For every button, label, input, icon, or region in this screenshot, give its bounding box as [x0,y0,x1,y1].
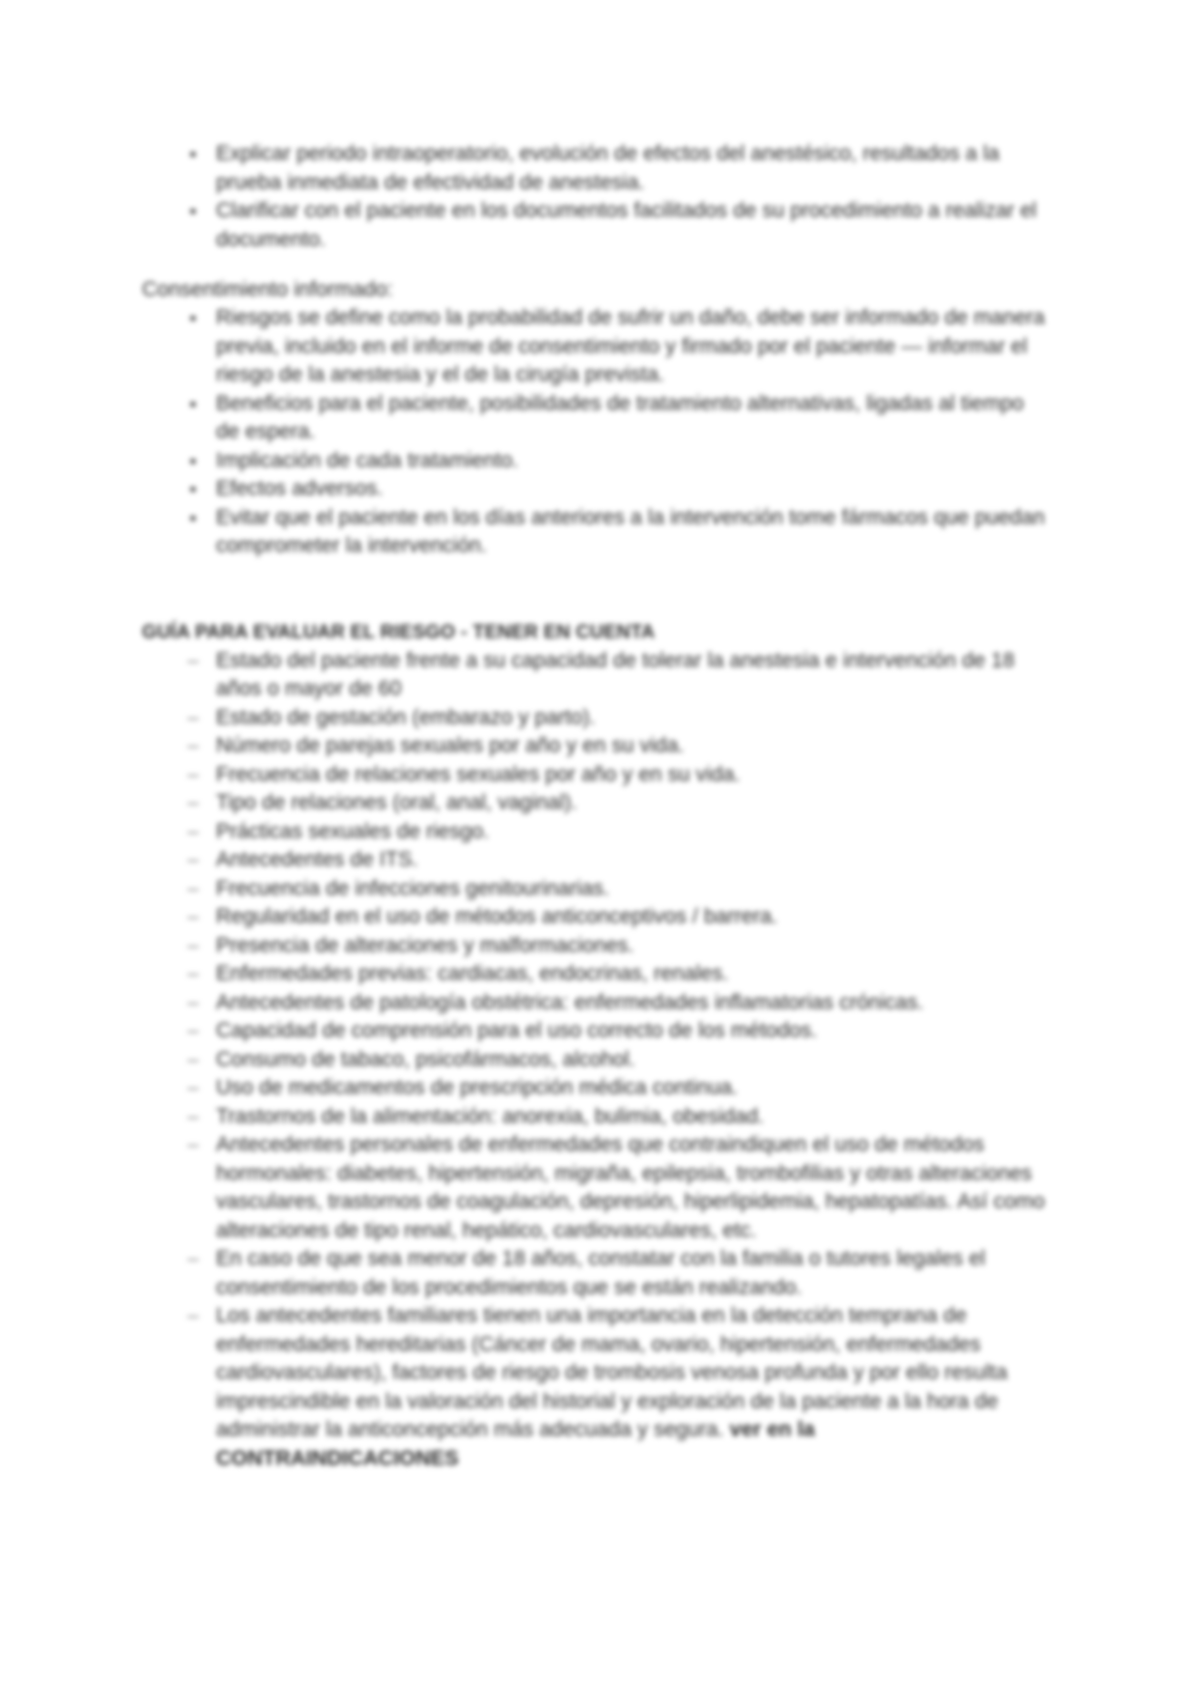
risk-guide-heading: GUÍA PARA EVALUAR EL RIESGO - TENER EN CUENTA [142,621,655,643]
dash-icon: – [187,849,199,871]
list-item [142,647,1052,704]
top-list-section [142,140,1052,254]
list-item [142,846,1052,875]
list-item-text: Prácticas sexuales de riesgo. [216,819,490,843]
list-item-text: Enfermedades previas: cardiacas, endocrinas, renales. [216,962,729,985]
list-item-text: Riesgos se define como la probabilidad de sufrir un daño, debe ser informado de manera previa, incluido en el informe de consentimiento y firmado por el paciente — informar el riesgo de la anestesia y el de la cirugía prevista. [216,306,1045,386]
list-item-text: Clarificar con el paciente en los documentos facilitados de su procedimiento a realizar el documento. [216,199,1037,251]
list-item [142,818,1052,847]
dash-icon: – [187,1105,199,1128]
top-bullet-list [142,140,1052,254]
consent-bullet-list [142,304,1052,561]
dash-icon: – [187,1020,199,1042]
list-item-text: Capacidad de comprensión para el uso correcto de los métodos. [216,1019,818,1042]
list-item-text: Antecedentes de ITS. [216,848,418,871]
list-item [142,447,1052,476]
list-item [142,390,1052,447]
list-item [142,875,1052,904]
dash-icon: – [187,649,199,672]
list-item [142,1017,1052,1046]
list-item [142,1046,1052,1075]
dash-icon: – [187,991,199,1014]
list-item [142,197,1052,254]
list-item-text: Presencia de alteraciones y malformaciones. [216,933,634,957]
consent-heading: Consentimiento informado: [142,278,393,301]
list-item-text: Tipo de relaciones (oral, anal, vaginal). [216,791,578,814]
dash-icon: – [187,877,199,900]
list-item-text: Los antecedentes familiares tienen una importancia en la detección temprana de enfermedades hereditarias (Cáncer de mama, ovario, hipertensión, enfermedades cardiovasculares), factores de riesgo de trombosis venosa profunda y por ello resulta imprescindible en la valoración del historial y exploración de la paciente a la hora de administrar la anticoncepción más adecuada y segura. [216,1304,1008,1441]
dash-icon: – [187,1248,199,1270]
list-item-text: Explicar periodo intraoperatorio, evolución de efectos del anestésico, resultados a la prueba inmediata de efectividad de anestesia. [216,142,1000,194]
list-item [142,761,1052,790]
list-item-text: Estado de gestación (embarazo y parto). [216,705,596,729]
dash-icon: – [187,792,199,814]
dash-icon: – [187,934,199,957]
list-item-text: Implicación de cada tratamiento. [216,448,519,472]
list-item [142,932,1052,961]
bullet-icon: ▪ [189,201,197,221]
dash-icon: – [187,1077,199,1099]
list-item-text: En caso de que sea menor de 18 años, constatar con la familia o tutores legales el consentimiento de los procedimientos que se están realizando. [216,1247,986,1299]
list-item-text: Evitar que el paciente en los días anteriores a la intervención tome fármacos que puedan comprometer la intervención. [216,505,1045,557]
list-item [142,504,1052,561]
bullet-icon: ▪ [189,450,197,471]
list-item-text: Consumo de tabaco, psicofármacos, alcohol. [216,1047,636,1071]
bullet-icon: ▪ [189,479,197,499]
dash-icon: – [187,963,199,985]
list-item [142,732,1052,761]
dash-icon: – [187,1134,199,1156]
dash-icon: – [187,906,199,928]
list-item [142,1302,1052,1473]
list-item-text: Regularidad en el uso de métodos anticonceptivos / barrera. [216,905,778,928]
list-item [142,789,1052,818]
document-content [142,140,1052,1473]
list-item [142,475,1052,504]
list-item-text: Beneficios para el paciente, posibilidades de tratamiento alternativas, ligadas al tiempo de espera. [216,391,1024,443]
risk-guide-section [142,619,1052,1474]
list-item-text: Antecedentes personales de enfermedades que contraindiquen el uso de métodos hormonales: diabetes, hipertensión, migraña, epilepsia, trombofilias y otras alteraciones vasculares, trastornos de coagulación, depresión, hiperlipidemia, hepatopatías. Así como alteraciones de tipo renal, hepático, cardiovasculares, etc. [216,1133,1045,1242]
list-item-text: Frecuencia de relaciones sexuales por año y en su vida. [216,762,741,786]
list-item [142,960,1052,989]
list-item-text: Frecuencia de infecciones genitourinarias. [216,876,610,900]
list-item [142,1074,1052,1103]
bullet-icon: ▪ [189,144,197,164]
risk-guide-list [142,647,1052,1474]
dash-icon: – [187,735,199,757]
list-item-text: Estado del paciente frente a su capacidad de tolerar la anestesia e intervención de 18 años o mayor de 60 [216,648,1015,700]
list-item-text: Efectos adversos. [216,477,383,500]
dash-icon: – [187,1305,199,1327]
list-item-text: Antecedentes de patología obstétrica: enfermedades inflamatorias crónicas. [216,990,924,1014]
bullet-icon: ▪ [189,393,197,414]
list-item [142,903,1052,932]
list-item [142,304,1052,390]
list-item [142,1245,1052,1302]
list-item-text: Número de parejas sexuales por año y en su vida. [216,734,685,757]
dash-icon: – [187,706,199,729]
consent-section [142,276,1052,561]
dash-icon: – [187,820,199,843]
list-item [142,140,1052,197]
list-item [142,989,1052,1018]
contraindications-note: ver en la CONTRAINDICACIONES [216,1418,815,1470]
list-item-text: Trastornos de la alimentación: anorexia, bulimia, obesidad. [216,1104,764,1128]
list-item-text: Uso de medicamentos de prescripción médica continua. [216,1076,738,1099]
bullet-icon: ▪ [189,507,197,528]
bullet-icon: ▪ [189,308,197,328]
list-item [142,1103,1052,1132]
dash-icon: – [187,1048,199,1071]
dash-icon: – [187,763,199,786]
list-item [142,1131,1052,1245]
list-item [142,704,1052,733]
